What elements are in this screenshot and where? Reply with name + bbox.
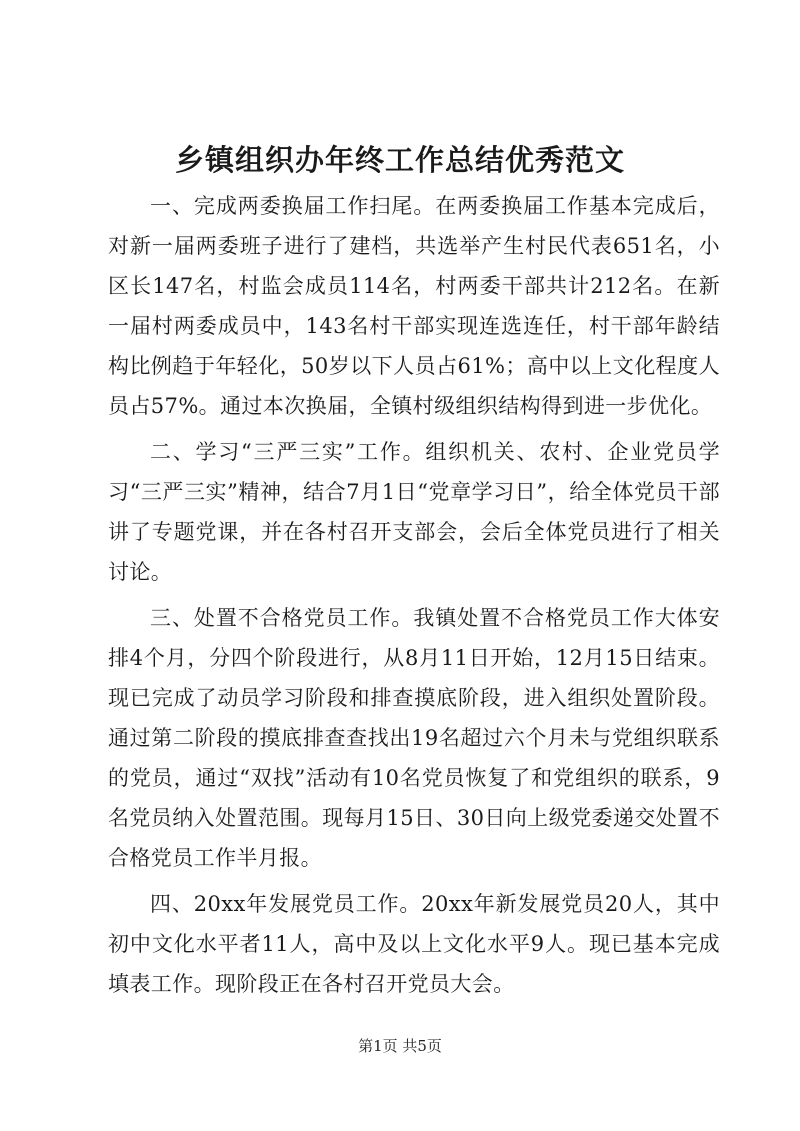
page-number-footer: 第1页 共5页 [358,1037,442,1055]
document-title: 乡镇组织办年终工作总结优秀范文 [174,143,625,177]
paragraph-2: 二、学习“三严三实”工作。组织机关、农村、企业党员学习“三严三实”精神，结合7月1日“党章学习日”，给全体党员干部讲了专题党课，并在各村召开支部会，会后全体党员进行了相关讨论。 [108,440,720,584]
document-body [108,186,720,1010]
paragraph-4: 四、20xx年发展党员工作。20xx年新发展党员20人，其中初中文化水平者11人，高中及以上文化水平9人。现已基本完成填表工作。现阶段正在各村召开党员大会。 [108,892,720,996]
paragraph-1: 一、完成两委换届工作扫尾。在两委换届工作基本完成后，对新一届两委班子进行了建档，共选举产生村民代表651名，小区长147名，村监会成员114名，村两委干部共计212名。在新一届村两委成员中，143名村干部实现连选连任，村干部年龄结构比例趋于年轻化，50岁以下人员占61%；高中以上文化程度人员占57%。通过本次换届，全镇村级组织结构得到进一步优化。 [108,194,720,418]
paragraph-3: 三、处置不合格党员工作。我镇处置不合格党员工作大体安排4个月，分四个阶段进行，从8月11日开始，12月15日结束。现已完成了动员学习阶段和排查摸底阶段，进入组织处置阶段。通过第二阶段的摸底排查查找出19名超过六个月未与党组织联系的党员，通过“双找”活动有10名党员恢复了和党组织的联系，9名党员纳入处置范围。现每月15日、30日向上级党委递交处置不合格党员工作半月报。 [108,606,720,870]
